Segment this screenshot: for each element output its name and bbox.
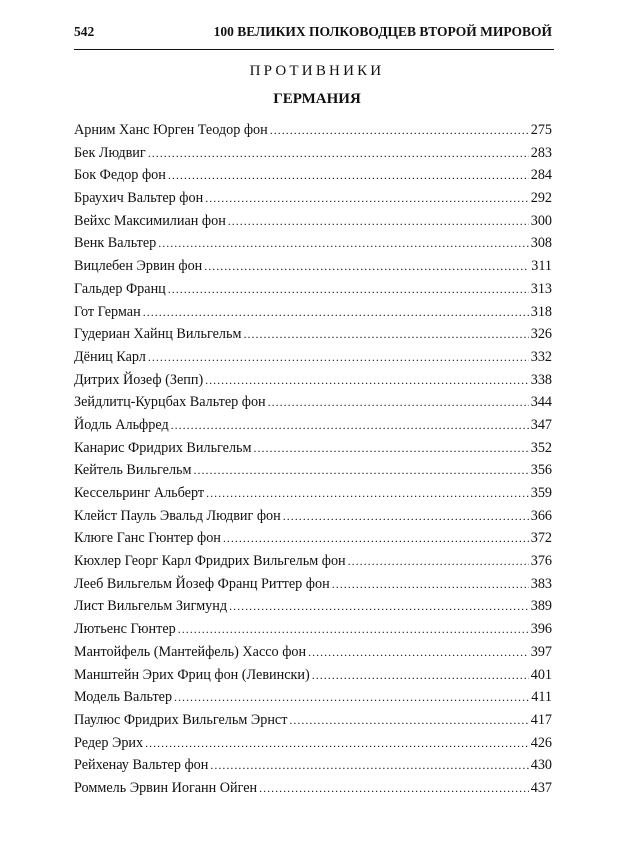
dot-leader <box>145 732 529 755</box>
toc-entry[interactable] <box>74 369 552 392</box>
toc-entry-page: 308 <box>530 235 552 252</box>
toc-entry[interactable] <box>74 414 552 437</box>
dot-leader <box>193 459 528 482</box>
toc-entry-page: 417 <box>530 711 552 728</box>
toc-entry[interactable] <box>74 641 552 664</box>
toc-entry-name: Модель Вальтер <box>74 689 173 706</box>
toc-entry-name: Вейхс Максимилиан фон <box>74 212 226 229</box>
toc-entry-name: Дёниц Карл <box>74 348 146 365</box>
dot-leader <box>158 232 528 255</box>
toc-entry[interactable] <box>74 142 552 165</box>
dot-leader <box>289 709 528 732</box>
toc-entry-page: 401 <box>530 666 552 683</box>
dot-leader <box>143 301 529 324</box>
toc-entry-page: 318 <box>530 303 552 320</box>
dot-leader <box>174 686 529 709</box>
toc-entry-name: Клейст Пауль Эвальд Людвиг фон <box>74 507 281 524</box>
toc-entry-name: Рейхенау Вальтер фон <box>74 757 209 774</box>
toc-entry-page: 284 <box>530 167 552 184</box>
toc-entry-name: Клюге Ганс Гюнтер фон <box>74 530 221 547</box>
dot-leader <box>254 437 529 460</box>
toc-entry-page: 389 <box>530 598 552 615</box>
toc-entry-name: Кейтель Вильгельм <box>74 462 192 479</box>
toc-entry[interactable] <box>74 437 552 460</box>
toc-entry-name: Бок Федор фон <box>74 167 166 184</box>
toc-entry-page: 430 <box>530 757 552 774</box>
toc-entry-page: 344 <box>530 394 552 411</box>
toc-entry[interactable] <box>74 232 552 255</box>
toc-entry[interactable] <box>74 210 552 233</box>
toc-entry-name: Гальдер Франц <box>74 280 166 297</box>
dot-leader <box>210 754 528 777</box>
dot-leader <box>178 618 529 641</box>
toc-entry[interactable] <box>74 550 552 573</box>
toc-entry-page: 300 <box>530 212 552 229</box>
dot-leader <box>206 482 529 505</box>
dot-leader <box>223 527 529 550</box>
toc-entry[interactable] <box>74 754 552 777</box>
section-title: ПРОТИВНИКИ <box>249 63 385 79</box>
toc-entry[interactable] <box>74 323 552 346</box>
dot-leader <box>268 391 529 414</box>
toc-entry[interactable] <box>74 573 552 596</box>
toc-entry-page: 356 <box>530 462 552 479</box>
toc-entry-name: Паулюс Фридрих Вильгельм Эрнст <box>74 711 288 728</box>
dot-leader <box>259 777 529 800</box>
toc-entry-page: 338 <box>530 371 552 388</box>
toc-entry-name: Кюхлер Георг Карл Фридрих Вильгельм фон <box>74 553 346 570</box>
toc-entry-page: 376 <box>530 553 552 570</box>
toc-entry-page: 313 <box>530 280 552 297</box>
toc-entry[interactable] <box>74 505 552 528</box>
toc-entry-name: Лееб Вильгельм Йозеф Франц Риттер фон <box>74 575 330 592</box>
toc-entry[interactable] <box>74 527 552 550</box>
toc-entry[interactable] <box>74 709 552 732</box>
toc-entry-page: 359 <box>530 485 552 501</box>
dot-leader <box>204 255 529 278</box>
toc-entry-page: 411 <box>531 689 552 706</box>
dot-leader <box>332 573 529 596</box>
toc-entry-page: 397 <box>530 643 552 660</box>
toc-entry[interactable] <box>74 119 552 142</box>
toc-entry-name: Кессельринг Альберт <box>74 485 205 501</box>
toc-entry-name: Лютьенс Гюнтер <box>74 621 176 638</box>
toc-entry-name: Вицлебен Эрвин фон <box>74 258 203 275</box>
dot-leader <box>205 369 529 392</box>
toc-entry-name: Браухич Вальтер фон <box>74 190 204 207</box>
toc-entry-page: 332 <box>530 348 552 365</box>
toc-entry[interactable] <box>74 164 552 187</box>
toc-entry[interactable] <box>74 686 552 709</box>
toc-entry-page: 383 <box>530 575 552 592</box>
toc-entry-name: Лист Вильгельм Зигмунд <box>74 598 228 615</box>
toc-entry-name: Редер Эрих <box>74 734 144 751</box>
toc-entry-name: Гот Герман <box>74 303 141 320</box>
toc-entry-page: 311 <box>531 258 552 275</box>
header-divider <box>74 49 554 50</box>
table-of-contents <box>74 119 552 800</box>
toc-entry-page: 292 <box>530 190 552 207</box>
toc-entry-page: 426 <box>530 734 552 751</box>
toc-entry-name: Дитрих Йозеф (Зепп) <box>74 371 204 388</box>
toc-entry-page: 366 <box>530 507 552 524</box>
dot-leader <box>229 595 529 618</box>
dot-leader <box>283 505 529 528</box>
toc-entry-page: 347 <box>530 416 552 433</box>
toc-entry-page: 283 <box>530 144 552 161</box>
toc-entry-name: Арним Ханс Юрген Теодор фон <box>74 122 268 138</box>
dot-leader <box>168 164 529 187</box>
dot-leader <box>228 210 529 233</box>
toc-entry-page: 372 <box>530 530 552 547</box>
toc-entry-page: 437 <box>530 779 552 796</box>
toc-entry[interactable] <box>74 187 552 210</box>
toc-entry-name: Мантойфель (Мантейфель) Хассо фон <box>74 643 307 660</box>
dot-leader <box>168 278 529 301</box>
toc-entry-name: Бек Людвиг <box>74 144 146 161</box>
toc-entry[interactable] <box>74 777 552 800</box>
dot-leader <box>148 346 529 369</box>
toc-entry[interactable] <box>74 595 552 618</box>
dot-leader <box>312 664 529 687</box>
toc-entry[interactable] <box>74 664 552 687</box>
toc-entry-name: Йодль Альфред <box>74 416 169 433</box>
dot-leader <box>148 142 529 165</box>
toc-entry-name: Манштейн Эрих Фриц фон (Левински) <box>74 666 310 683</box>
dot-leader <box>308 641 529 664</box>
page-number: 542 <box>74 24 95 39</box>
toc-entry-name: Гудериан Хайнц Вильгельм <box>74 326 242 343</box>
toc-entry[interactable] <box>74 459 552 482</box>
toc-entry[interactable] <box>74 618 552 641</box>
toc-entry[interactable] <box>74 255 552 278</box>
toc-entry-page: 352 <box>530 439 552 456</box>
dot-leader <box>205 187 529 210</box>
toc-entry-page: 275 <box>530 122 552 138</box>
toc-entry-page: 326 <box>530 326 552 343</box>
dot-leader <box>171 414 529 437</box>
toc-entry-name: Зейдлитц-Курцбах Вальтер фон <box>74 394 266 411</box>
dot-leader <box>348 550 529 573</box>
toc-entry-name: Венк Вальтер <box>74 235 157 252</box>
running-header <box>74 24 552 40</box>
toc-entry[interactable] <box>74 346 552 369</box>
toc-entry[interactable] <box>74 278 552 301</box>
subsection-title: ГЕРМАНИЯ <box>273 91 361 107</box>
toc-entry[interactable] <box>74 482 552 505</box>
toc-entry[interactable] <box>74 732 552 755</box>
toc-entry-name: Канарис Фридрих Вильгельм <box>74 439 252 456</box>
dot-leader <box>243 323 528 346</box>
book-title: 100 ВЕЛИКИХ ПОЛКОВОДЦЕВ ВТОРОЙ МИРОВОЙ <box>213 24 552 39</box>
toc-entry-name: Роммель Эрвин Иоганн Ойген <box>74 779 258 796</box>
dot-leader <box>270 119 529 142</box>
toc-entry-page: 396 <box>530 621 552 638</box>
toc-entry[interactable] <box>74 301 552 324</box>
toc-entry[interactable] <box>74 391 552 414</box>
